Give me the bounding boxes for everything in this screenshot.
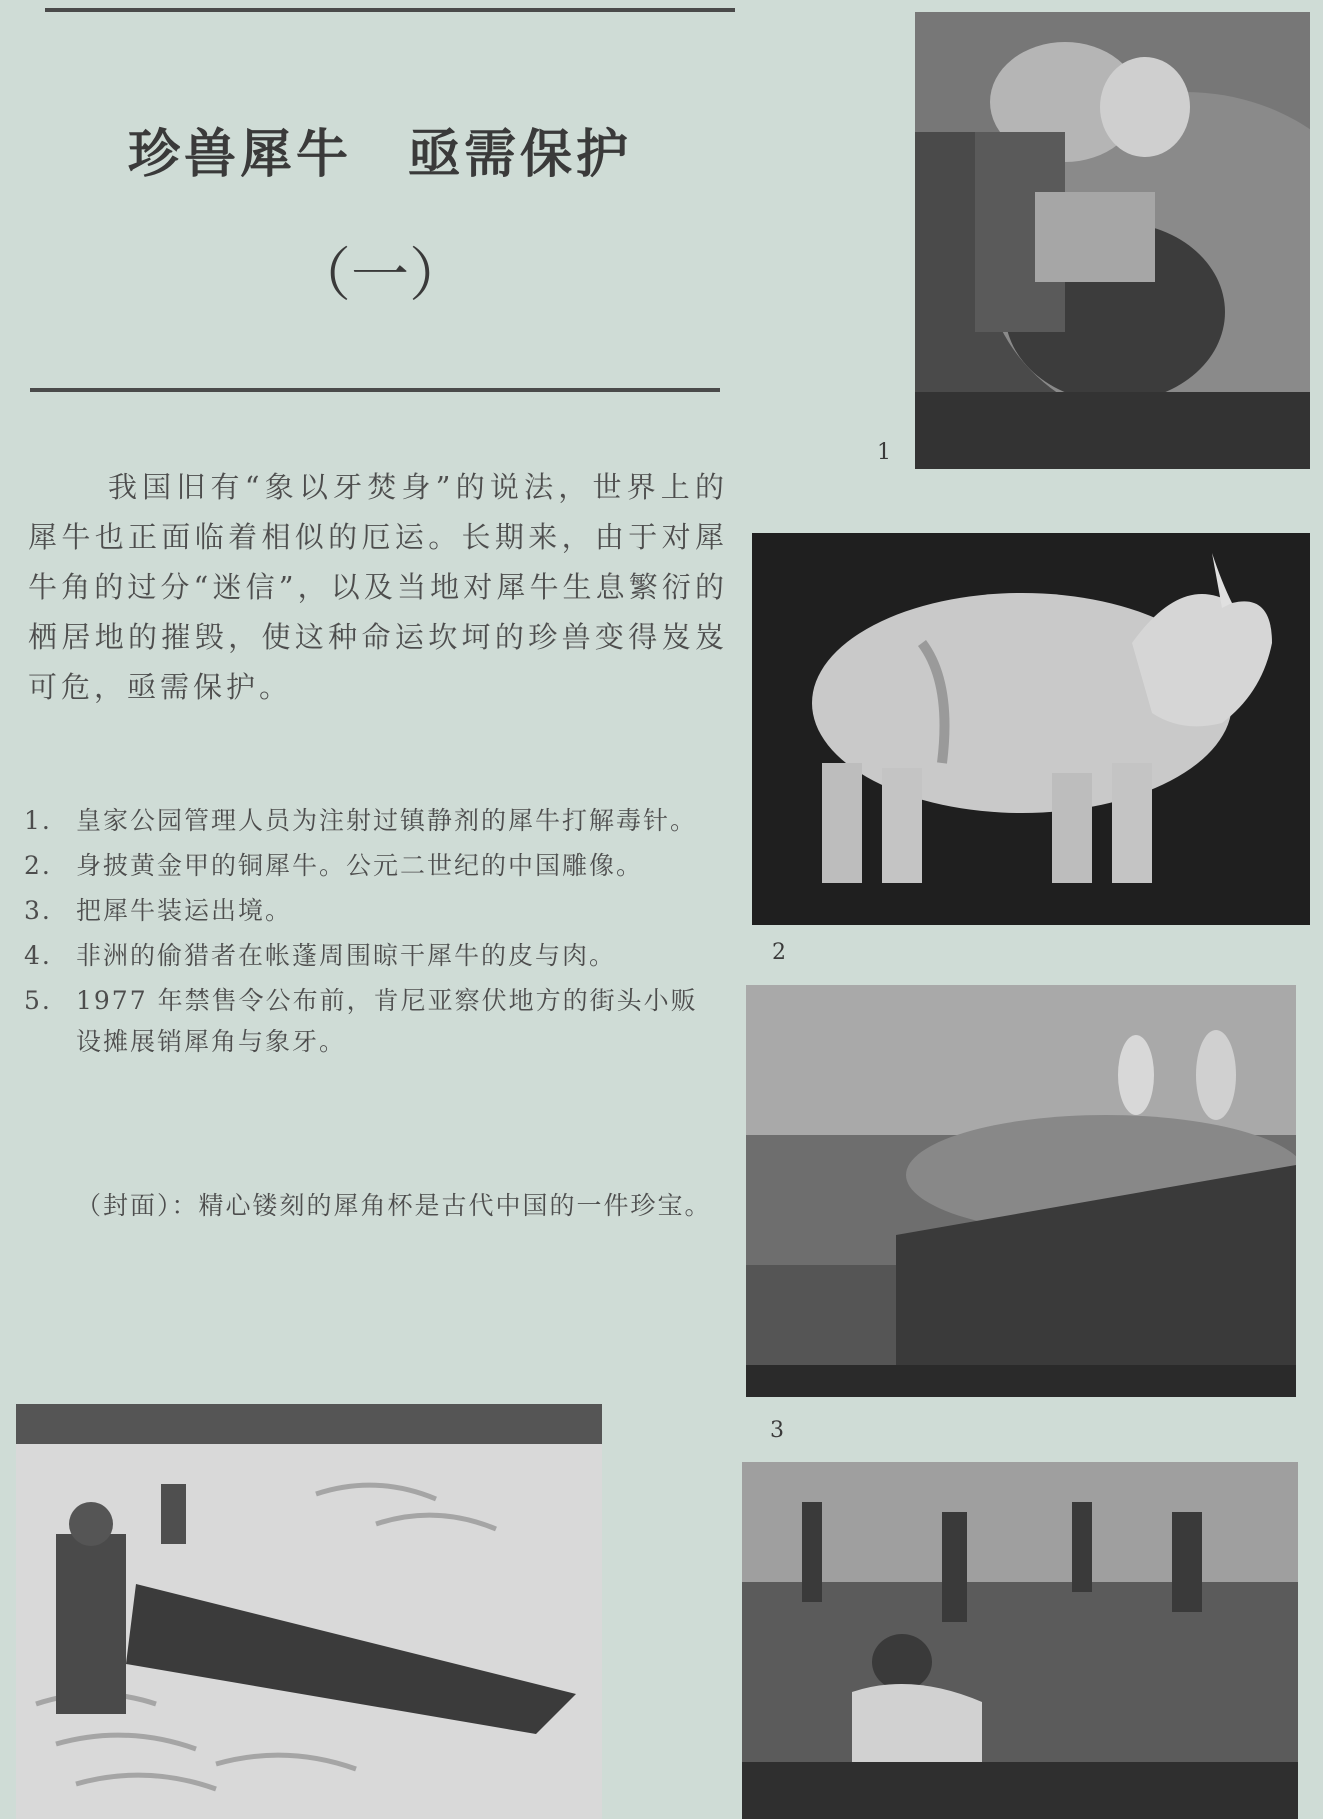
caption-number: 3.	[24, 896, 52, 925]
caption-number: 1.	[24, 806, 52, 835]
photo-bronze-rhino-statue	[752, 533, 1310, 925]
caption-item	[24, 845, 724, 886]
caption-list	[24, 800, 724, 1066]
caption-text: 身披黄金甲的铜犀牛。公元二世纪的中国雕像。	[76, 851, 644, 880]
photo-shipping-rhino	[746, 985, 1296, 1397]
caption-text: 皇家公园管理人员为注射过镇静剂的犀牛打解毒针。	[76, 806, 698, 835]
photo-statue-graphic	[752, 533, 1310, 925]
caption-text: 把犀牛装运出境。	[76, 896, 293, 925]
photo-poachers-drying-hides	[742, 1462, 1298, 1819]
photo-number-1: 1	[877, 440, 891, 465]
caption-item	[24, 980, 724, 1062]
page-subtitle: （一）	[292, 241, 467, 309]
top-rule	[45, 8, 735, 12]
photo-stall-graphic	[16, 1404, 602, 1819]
photo-number-3: 3	[770, 1418, 784, 1443]
caption-item	[24, 800, 724, 841]
photo-ranger-graphic	[915, 12, 1310, 469]
page-title: 珍兽犀牛 亟需保护	[127, 125, 632, 185]
caption-number: 4.	[24, 941, 52, 970]
caption-number: 5.	[24, 986, 52, 1015]
caption-number: 2.	[24, 851, 52, 880]
intro-paragraph: 我国旧有“象以牙焚身”的说法，世界上的犀牛也正面临着相似的厄运。长期来，由于对犀牛角的过分“迷信”，以及当地对犀牛生息繁衍的栖居地的摧毁，使这种命运坎坷的珍兽变得岌岌可危，亟需保护。	[28, 470, 728, 704]
divider-rule	[30, 388, 720, 392]
photo-poachers-graphic	[742, 1462, 1298, 1819]
cover-note: （封面）：精心镂刻的犀角杯是古代中国的一件珍宝。	[76, 1191, 712, 1220]
caption-text: 非洲的偷猎者在帐蓬周围晾干犀牛的皮与肉。	[76, 941, 617, 970]
caption-item	[24, 935, 724, 976]
photo-shipping-graphic	[746, 985, 1296, 1397]
caption-item	[24, 890, 724, 931]
photo-ranger-treating-rhino	[915, 12, 1310, 469]
photo-horn-tusk-stall	[16, 1404, 602, 1819]
caption-text: 1977 年禁售令公布前，肯尼亚察伏地方的街头小贩设摊展销犀角与象牙。	[76, 986, 698, 1056]
photo-number-2: 2	[772, 940, 786, 965]
